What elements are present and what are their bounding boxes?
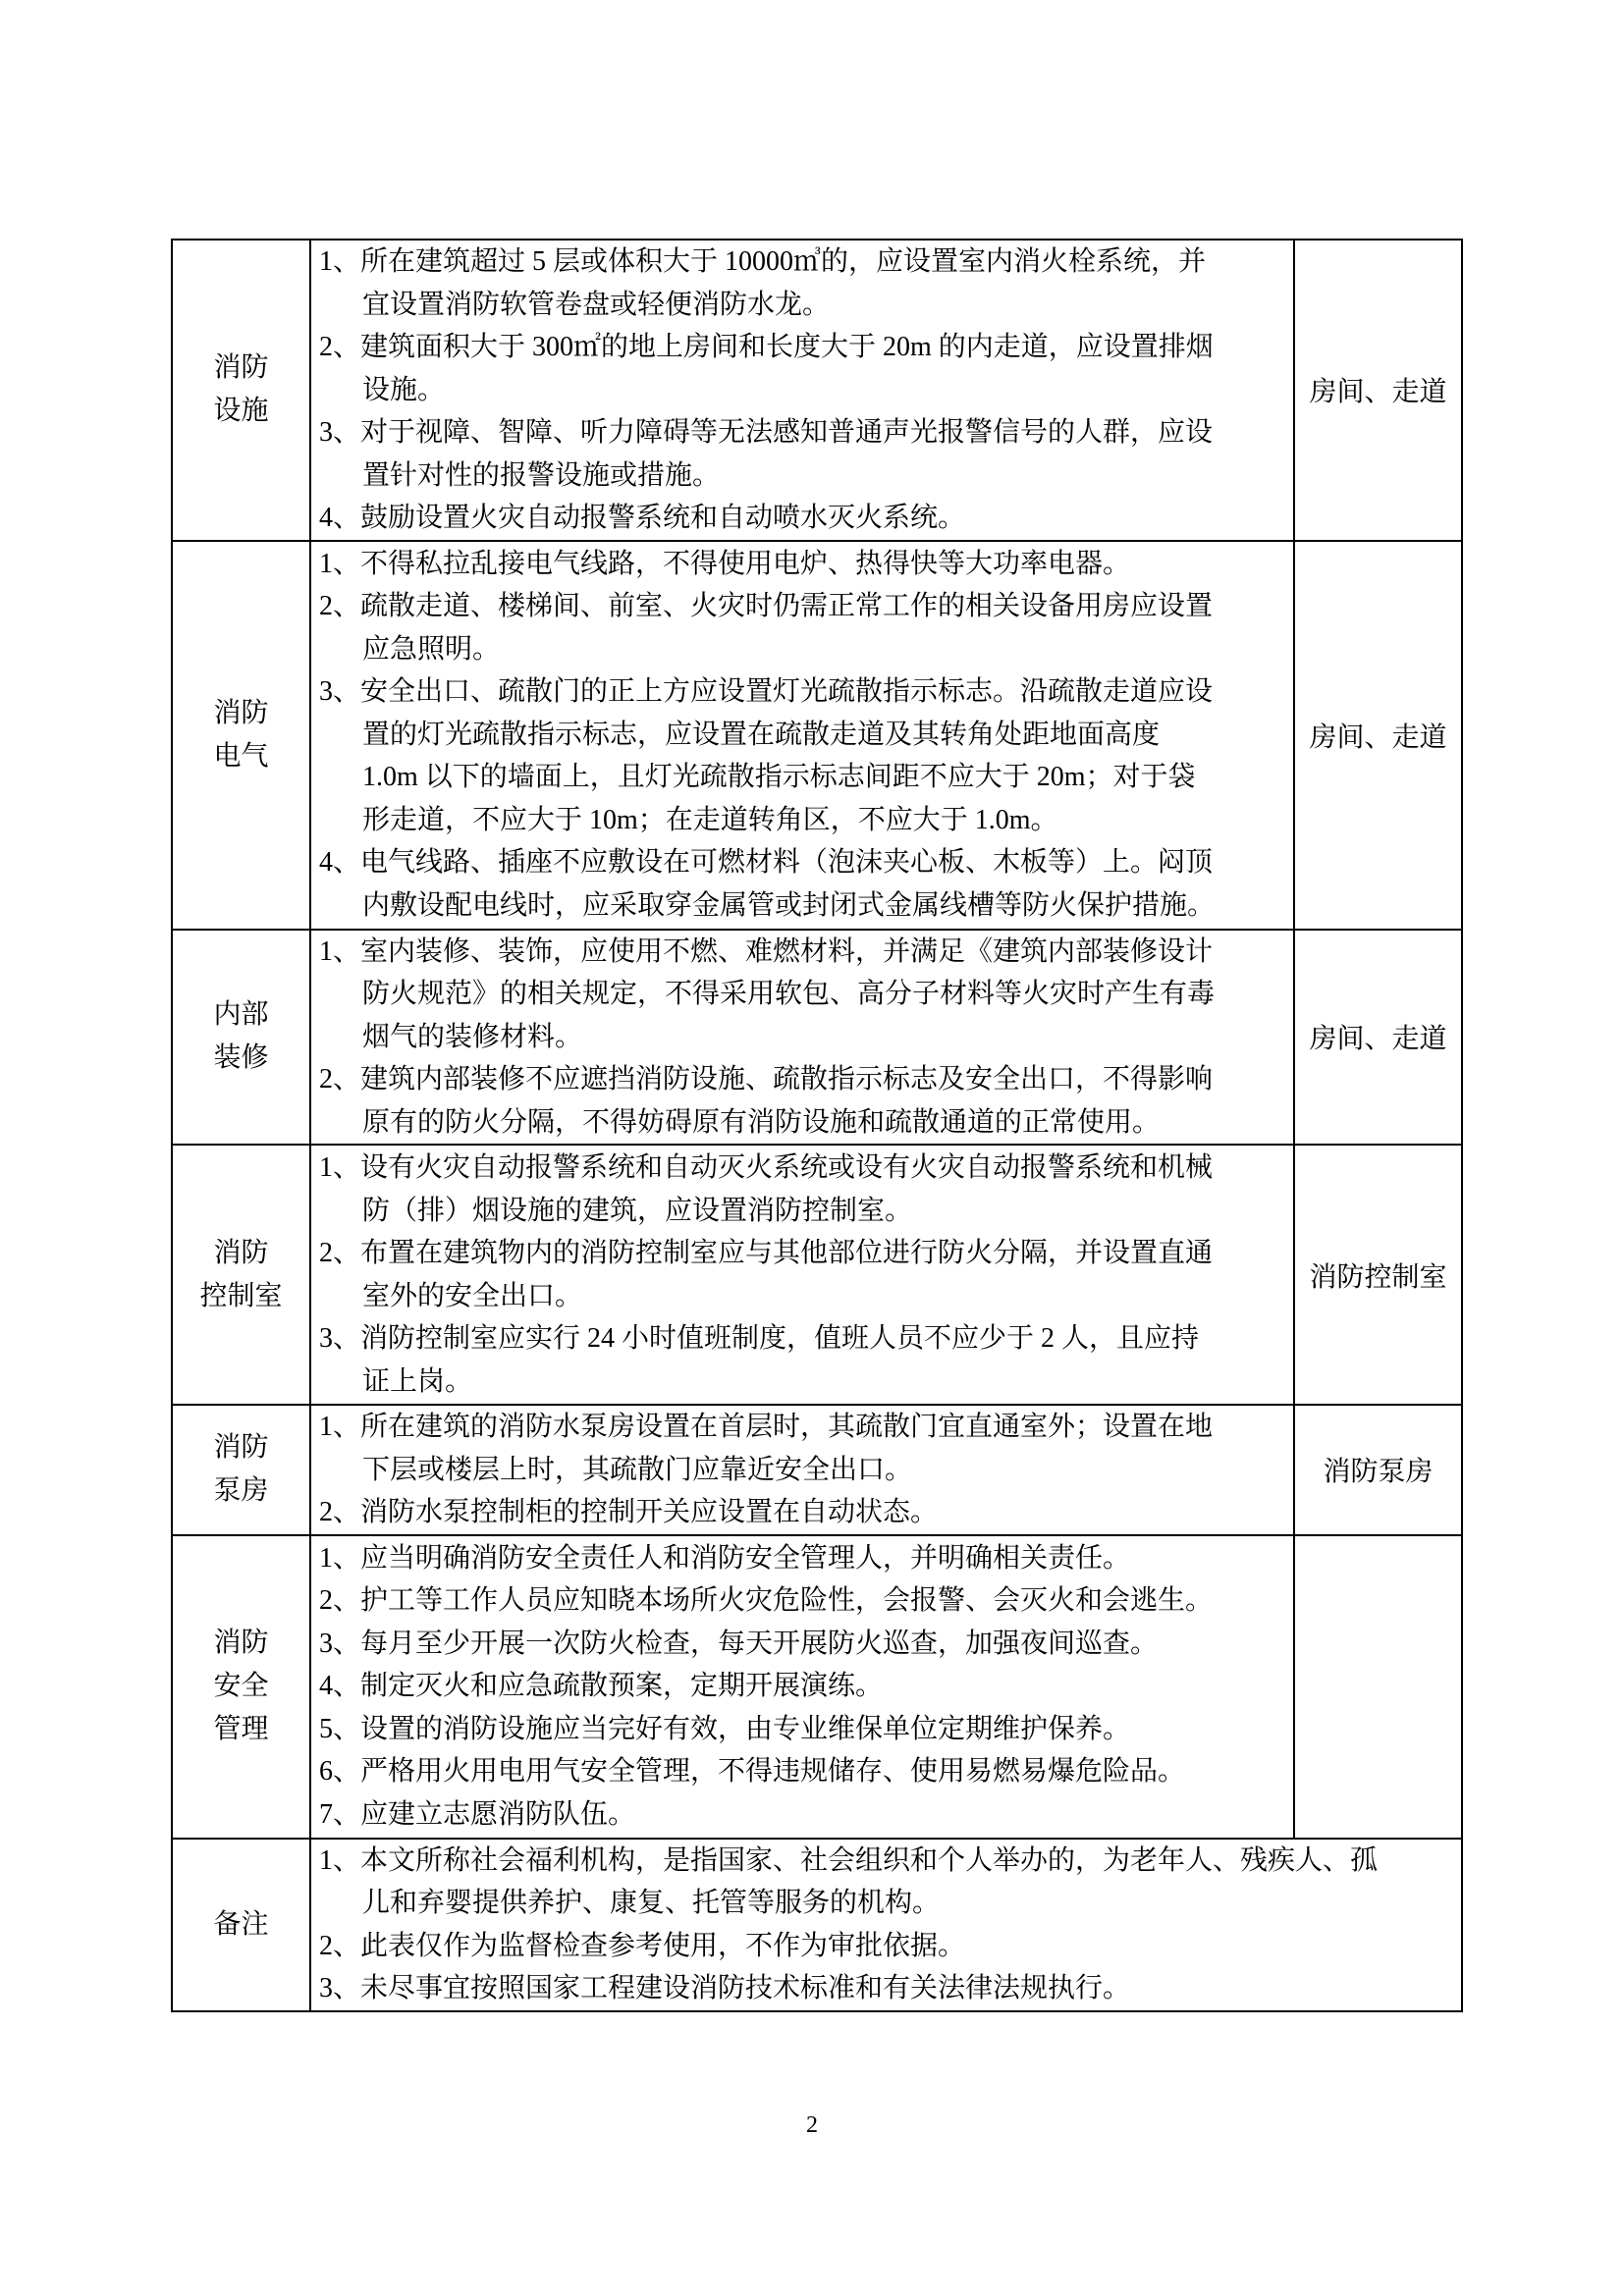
page-number: 2 bbox=[806, 2112, 818, 2138]
requirement-line: 3、对于视障、智障、听力障碍等无法感知普通声光报警信号的人群，应设 bbox=[319, 417, 1214, 448]
requirement-line: 2、疏散走道、楼梯间、前室、火灾时仍需正常工作的相关设备用房应设置 bbox=[319, 591, 1214, 622]
requirement-line: 原有的防火分隔，不得妨碍原有消防设施和疏散通道的正常使用。 bbox=[362, 1106, 1161, 1138]
requirement-line: 5、设置的消防设施应当完好有效，由专业维保单位定期维护保养。 bbox=[319, 1713, 1131, 1744]
requirement-line: 2、建筑面积大于 300㎡的地上房间和长度大于 20m 的内走道，应设置排烟 bbox=[319, 332, 1214, 362]
requirement-line: 1、室内装修、装饰，应使用不燃、难燃材料，并满足《建筑内部装修设计 bbox=[319, 935, 1214, 967]
requirement-line: 烟气的装修材料。 bbox=[362, 1021, 583, 1052]
requirements-cell bbox=[310, 240, 1294, 541]
requirement-item bbox=[319, 1537, 1283, 1580]
requirement-line: 4、电气线路、插座不应敷设在可燃材料（泡沫夹心板、木板等）上。闷顶 bbox=[319, 847, 1214, 879]
table-row bbox=[172, 541, 1462, 930]
requirements-cell bbox=[310, 930, 1294, 1146]
fire-safety-requirements-table bbox=[171, 239, 1463, 2012]
requirement-line: 形走道，不应大于 10m；在走道转角区，不应大于 1.0m。 bbox=[362, 804, 1058, 835]
category-label-line: 备注 bbox=[213, 1908, 269, 1940]
location-cell bbox=[1294, 930, 1462, 1146]
remarks-row bbox=[172, 1839, 1462, 2011]
location-label: 房间、走道 bbox=[1309, 1024, 1447, 1055]
requirement-item bbox=[319, 1925, 1451, 1968]
requirement-item bbox=[319, 1665, 1283, 1708]
requirement-line: 下层或楼层上时，其疏散门应靠近安全出口。 bbox=[362, 1454, 913, 1485]
table-row bbox=[172, 1535, 1462, 1839]
requirement-line: 防（排）烟设施的建筑，应设置消防控制室。 bbox=[362, 1195, 913, 1226]
requirement-item bbox=[319, 1793, 1283, 1837]
remarks-cell bbox=[310, 1839, 1462, 2011]
category-label-line: 安全 bbox=[213, 1671, 269, 1701]
requirement-item bbox=[319, 1317, 1283, 1403]
table-row bbox=[172, 240, 1462, 541]
requirement-line: 置的灯光疏散指示标志，应设置在疏散走道及其转角处距地面高度 bbox=[362, 719, 1161, 750]
requirement-line: 1、本文所称社会福利机构，是指国家、社会组织和个人举办的，为老年人、残疾人、孤 bbox=[319, 1844, 1379, 1876]
category-label-line: 管理 bbox=[213, 1714, 269, 1744]
table-row bbox=[172, 1405, 1462, 1535]
requirement-line: 2、布置在建筑物内的消防控制室应与其他部位进行防火分隔，并设置直通 bbox=[319, 1238, 1214, 1268]
requirement-line: 4、制定灭火和应急疏散预案，定期开展演练。 bbox=[319, 1671, 884, 1702]
requirement-item bbox=[319, 543, 1283, 586]
requirement-item bbox=[319, 411, 1283, 497]
requirement-line: 2、护工等工作人员应知晓本场所火灾危险性，会报警、会灭火和会逃生。 bbox=[319, 1585, 1214, 1617]
category-cell bbox=[172, 1405, 310, 1535]
location-label: 消防控制室 bbox=[1309, 1261, 1447, 1293]
category-cell bbox=[172, 1145, 310, 1405]
requirement-line: 1、设有火灾自动报警系统和自动灭火系统或设有火灾自动报警系统和机械 bbox=[319, 1152, 1214, 1183]
category-cell bbox=[172, 240, 310, 541]
requirement-line: 1、不得私拉乱接电气线路，不得使用电炉、热得快等大功率电器。 bbox=[319, 548, 1131, 579]
category-label-line: 控制室 bbox=[199, 1280, 283, 1311]
requirement-line: 3、每月至少开展一次防火检查，每天开展防火巡查，加强夜间巡查。 bbox=[319, 1628, 1159, 1659]
requirement-line: 设施。 bbox=[362, 374, 446, 405]
requirement-item bbox=[319, 326, 1283, 411]
requirement-line: 3、安全出口、疏散门的正上方应设置灯光疏散指示标志。沿疏散走道应设 bbox=[319, 676, 1214, 708]
requirement-line: 1.0m 以下的墙面上，且灯光疏散指示标志间距不应大于 20m；对于袋 bbox=[362, 762, 1196, 793]
category-cell bbox=[172, 541, 310, 930]
location-label: 房间、走道 bbox=[1309, 721, 1447, 753]
requirement-line: 儿和弃婴提供养护、康复、托管等服务的机构。 bbox=[362, 1888, 941, 1918]
requirement-item bbox=[319, 1840, 1451, 1925]
requirement-item bbox=[319, 1708, 1283, 1751]
category-label-line: 消防 bbox=[213, 1628, 269, 1658]
requirement-line: 4、鼓励设置火灾自动报警系统和自动喷水灭火系统。 bbox=[319, 503, 966, 533]
category-label-line: 泵房 bbox=[213, 1475, 269, 1507]
requirement-line: 2、建筑内部装修不应遮挡消防设施、疏散指示标志及安全出口，不得影响 bbox=[319, 1064, 1214, 1095]
requirement-line: 2、此表仅作为监督检查参考使用，不作为审批依据。 bbox=[319, 1930, 966, 1961]
requirement-item bbox=[319, 931, 1283, 1059]
requirement-item bbox=[319, 1147, 1283, 1232]
requirement-item bbox=[319, 497, 1283, 540]
requirement-line: 置针对性的报警设施或措施。 bbox=[362, 459, 721, 491]
requirement-item bbox=[319, 1491, 1283, 1534]
requirement-line: 1、应当明确消防安全责任人和消防安全管理人，并明确相关责任。 bbox=[319, 1542, 1131, 1574]
location-cell bbox=[1294, 1145, 1462, 1405]
requirement-line: 7、应建立志愿消防队伍。 bbox=[319, 1798, 636, 1830]
table-row bbox=[172, 1145, 1462, 1405]
location-cell bbox=[1294, 1405, 1462, 1535]
requirements-cell bbox=[310, 1145, 1294, 1405]
requirement-line: 3、未尽事宜按照国家工程建设消防技术标准和有关法律法规执行。 bbox=[319, 1973, 1131, 2003]
category-label-line: 消防 bbox=[213, 1237, 269, 1268]
requirement-line: 内敷设配电线时，应采取穿金属管或封闭式金属线槽等防火保护措施。 bbox=[362, 889, 1216, 921]
requirements-cell bbox=[310, 1405, 1294, 1535]
requirement-item bbox=[319, 841, 1283, 927]
requirement-item bbox=[319, 1967, 1451, 2010]
location-cell bbox=[1294, 240, 1462, 541]
requirement-line: 1、所在建筑的消防水泵房设置在首层时，其疏散门宜直通室外；设置在地 bbox=[319, 1412, 1214, 1442]
category-label-line: 装修 bbox=[213, 1042, 269, 1074]
requirements-cell bbox=[310, 541, 1294, 930]
category-label-line: 消防 bbox=[213, 697, 269, 728]
requirement-item bbox=[319, 1579, 1283, 1623]
category-label-line: 设施 bbox=[213, 396, 269, 427]
requirement-line: 应急照明。 bbox=[362, 633, 501, 665]
table-row bbox=[172, 930, 1462, 1146]
requirement-item bbox=[319, 1623, 1283, 1666]
requirement-item bbox=[319, 1058, 1283, 1144]
requirement-item bbox=[319, 1750, 1283, 1793]
location-cell bbox=[1294, 541, 1462, 930]
requirement-item bbox=[319, 585, 1283, 670]
category-label-line: 消防 bbox=[213, 352, 269, 384]
requirements-cell bbox=[310, 1535, 1294, 1839]
category-cell bbox=[172, 930, 310, 1146]
requirement-line: 2、消防水泵控制柜的控制开关应设置在自动状态。 bbox=[319, 1497, 939, 1527]
requirement-line: 1、所在建筑超过 5 层或体积大于 10000㎥的，应设置室内消火栓系统，并 bbox=[319, 246, 1207, 277]
remarks-label-cell bbox=[172, 1839, 310, 2011]
requirement-line: 3、消防控制室应实行 24 小时值班制度，值班人员不应少于 2 人，且应持 bbox=[319, 1323, 1200, 1354]
category-cell bbox=[172, 1535, 310, 1839]
requirement-line: 防火规范》的相关规定，不得采用软包、高分子材料等火灾时产生有毒 bbox=[362, 979, 1216, 1009]
category-label-line: 内部 bbox=[213, 999, 269, 1031]
location-label: 房间、走道 bbox=[1309, 377, 1447, 408]
requirement-line: 6、严格用火用电用气安全管理，不得违规储存、使用易燃易爆危险品。 bbox=[319, 1756, 1186, 1788]
category-label-line: 电气 bbox=[213, 740, 269, 772]
requirement-item bbox=[319, 1232, 1283, 1317]
location-cell bbox=[1294, 1535, 1462, 1839]
location-label: 消防泵房 bbox=[1323, 1457, 1434, 1488]
category-label-line: 消防 bbox=[213, 1432, 269, 1464]
requirement-item bbox=[319, 1406, 1283, 1491]
requirement-line: 证上岗。 bbox=[362, 1365, 473, 1397]
requirement-item bbox=[319, 240, 1283, 326]
requirement-line: 室外的安全出口。 bbox=[362, 1280, 583, 1311]
requirement-line: 宜设置消防软管卷盘或轻便消防水龙。 bbox=[362, 289, 831, 320]
requirement-item bbox=[319, 670, 1283, 841]
